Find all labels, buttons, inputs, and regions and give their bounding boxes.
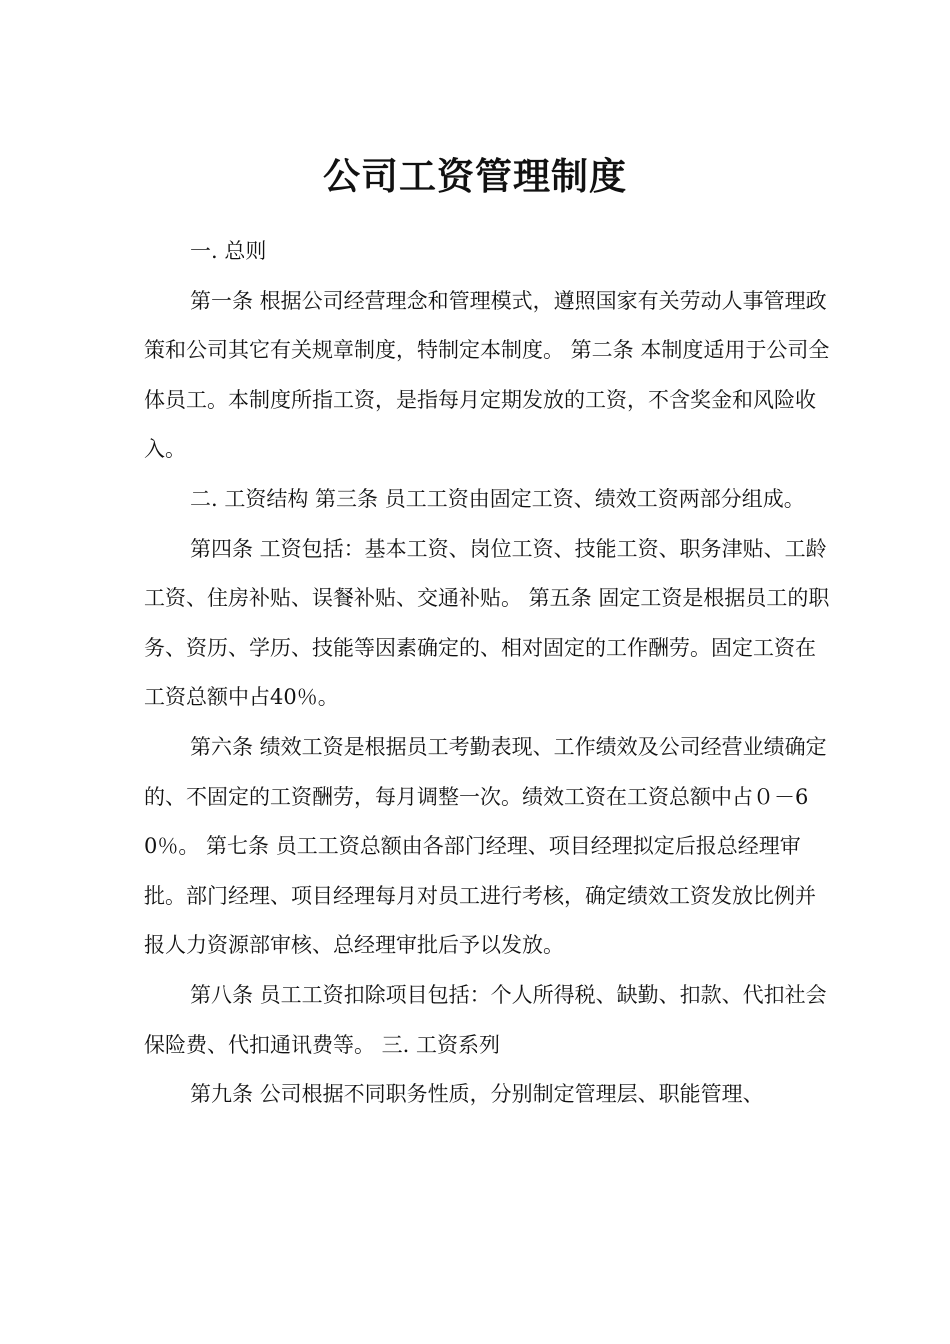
paragraph-article-9: 第九条 公司根据不同职务性质，分别制定管理层、职能管理、 <box>190 1082 764 1107</box>
paragraph-salary-structure: 二. 工资结构 第三条 员工工资由固定工资、绩效工资两部分组成。 <box>190 486 805 511</box>
section-heading-general: 一. 总则 <box>190 239 267 263</box>
document-title: 公司工资管理制度 <box>323 154 627 198</box>
paragraph-article-1-2: 第一条 根据公司经营理念和管理模式，遵照国家有关劳动人事管理政策和公司其它有关规章制度，特制定本制度。 第二条 本制度适用于公司全体员工。本制度所指工资，是指每月定期发放的工资，不含奖金和风险收入。 <box>144 288 830 462</box>
document-body <box>144 227 834 1120</box>
paragraph-article-6-7: 第六条 绩效工资是根据员工考勤表现、工作绩效及公司经营业绩确定的、不固定的工资酬劳，每月调整一次。绩效工资在工资总额中占０－60％。 第七条 员工工资总额由各部门经理、项目经理拟定后报总经理审批。部门经理、项目经理每月对员工进行考核，确定绩效工资发放比例并报人力资源部审核、总经理审批后予以发放。 <box>144 734 827 958</box>
paragraph-article-4-5: 第四条 工资包括：基本工资、岗位工资、技能工资、职务津贴、工龄工资、住房补贴、误餐补贴、交通补贴。 第五条 固定工资是根据员工的职务、资历、学历、技能等因素确定的、相对固定的工作酬劳。固定工资在工资总额中占40％。 <box>144 536 830 710</box>
paragraph-article-8: 第八条 员工工资扣除项目包括：个人所得税、缺勤、扣款、代扣社会保险费、代扣通讯费等。 三. 工资系列 <box>144 982 827 1057</box>
